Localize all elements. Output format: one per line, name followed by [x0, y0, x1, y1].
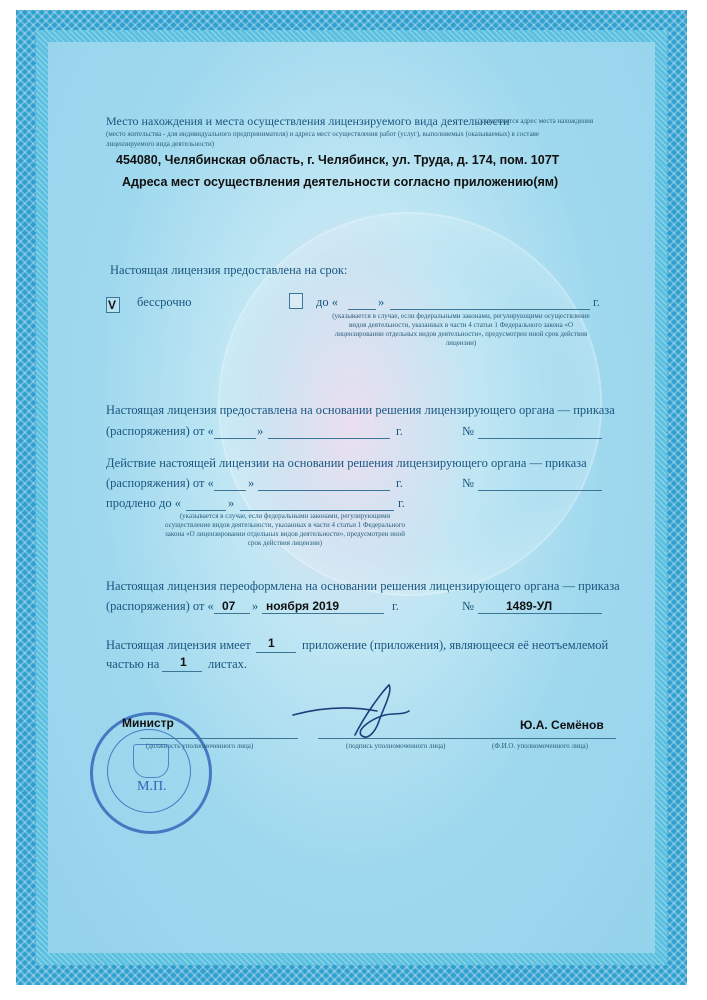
sheets-prefix: частью на	[106, 657, 160, 671]
extended-year: г.	[398, 496, 405, 510]
stamp-label: М.П.	[137, 779, 167, 794]
until-year: г.	[593, 295, 600, 309]
extended-date-line	[240, 510, 394, 511]
basis-month-line	[268, 438, 390, 439]
address: 454080, Челябинская область, г. Челябинск, ул. Труда, д. 174, пом. 107Т	[116, 153, 560, 167]
reissue-month-year: ноября 2019	[266, 599, 340, 613]
extension-note: (указывается в случае, если федеральными законами, регулирующими осуществление видов деятельности, указанных в части 4 статьи 1 Федерального закона «О лицензировании отдельных видов деятельности», предусмотрен иной срок действия лицензии)	[165, 512, 405, 547]
extension-quote: »	[248, 476, 255, 490]
signature-scribble	[285, 675, 415, 745]
until-quote: »	[378, 295, 385, 309]
sheets-line	[162, 671, 202, 672]
appendix-count: 1	[268, 636, 275, 650]
basis-number-label: №	[462, 424, 474, 438]
reissue-day: 07	[222, 599, 236, 613]
term-heading: Настоящая лицензия предоставлена на срок:	[110, 263, 348, 277]
signature-line	[318, 738, 478, 739]
until-date-line	[390, 309, 590, 310]
appendix-suffix: приложение (приложения), являющееся её неотъемлемой	[302, 638, 609, 652]
location-note-right: (указываются адрес места нахождения	[478, 117, 594, 125]
signer-name: Ю.А. Семёнов	[520, 718, 604, 732]
term-note: (указывается в случае, если федеральными законами, регулирующими осуществление видов деятельности, указанных в части 4 статьи 1 Федерального закона «О лицензировании отдельных видов деятельности», предусмотрен иной срок действия лицензии)	[332, 312, 590, 347]
extension-month-line	[258, 490, 390, 491]
position-caption: (должность уполномоченного лица)	[146, 742, 254, 750]
name-line	[476, 738, 616, 739]
basis-year: г.	[396, 424, 403, 438]
reissue-line1: Настоящая лицензия переоформлена на основании решения лицензирующего органа — приказа	[106, 579, 620, 593]
addresses-note: Адреса мест осуществления деятельности согласно приложению(ям)	[122, 175, 559, 189]
checkbox-mark: V	[108, 298, 117, 312]
location-note-line2: лицензируемого вида деятельности)	[106, 140, 215, 148]
location-heading: Место нахождения и места осуществления лицензируемого вида деятельности	[106, 114, 510, 128]
basis-date-prefix: (распоряжения) от «	[106, 424, 214, 438]
reissue-number-label: №	[462, 599, 474, 613]
basis-number-line	[478, 438, 602, 439]
extended-quote: »	[228, 496, 235, 510]
reissue-year: г.	[392, 599, 399, 613]
sheets-suffix: листах.	[208, 657, 248, 671]
extension-number-line	[478, 490, 602, 491]
reissue-day-line	[214, 613, 250, 614]
location-note-line1: (место жительства - для индивидуального предпринимателя) и адреса мест осуществления работ (услуг), выполняемых (оказываемых) в составе	[106, 130, 540, 138]
extension-number-label: №	[462, 476, 474, 490]
basis-line1: Настоящая лицензия предоставлена на основании решения лицензирующего органа — приказа	[106, 403, 615, 417]
position-line	[140, 738, 298, 739]
reissue-quote: »	[252, 599, 259, 613]
sheets-count: 1	[180, 655, 187, 669]
name-caption: (Ф.И.О. уполномоченного лица)	[492, 742, 588, 750]
extension-line1: Действие настоящей лицензии на основании решения лицензирующего органа — приказа	[106, 456, 587, 470]
reissue-number-line	[478, 613, 602, 614]
extension-year: г.	[396, 476, 403, 490]
until-label: до «	[316, 295, 338, 309]
basis-quote: »	[257, 424, 264, 438]
reissue-number: 1489-УЛ	[506, 599, 553, 613]
extended-until-label: продлено до «	[106, 496, 182, 510]
basis-day-line	[214, 438, 256, 439]
extension-day-line	[214, 490, 246, 491]
appendix-prefix: Настоящая лицензия имеет	[106, 638, 251, 652]
extended-day-line	[186, 510, 226, 511]
until-day-line	[348, 309, 376, 310]
reissue-month-line	[262, 613, 384, 614]
until-checkbox	[289, 293, 303, 309]
signer-position: Министр	[122, 716, 174, 730]
appendix-count-line	[256, 652, 296, 653]
indefinite-label: бессрочно	[137, 295, 192, 309]
reissue-date-prefix: (распоряжения) от «	[106, 599, 214, 613]
signature-caption: (подпись уполномоченного лица)	[346, 742, 446, 750]
extension-date-prefix: (распоряжения) от «	[106, 476, 214, 490]
